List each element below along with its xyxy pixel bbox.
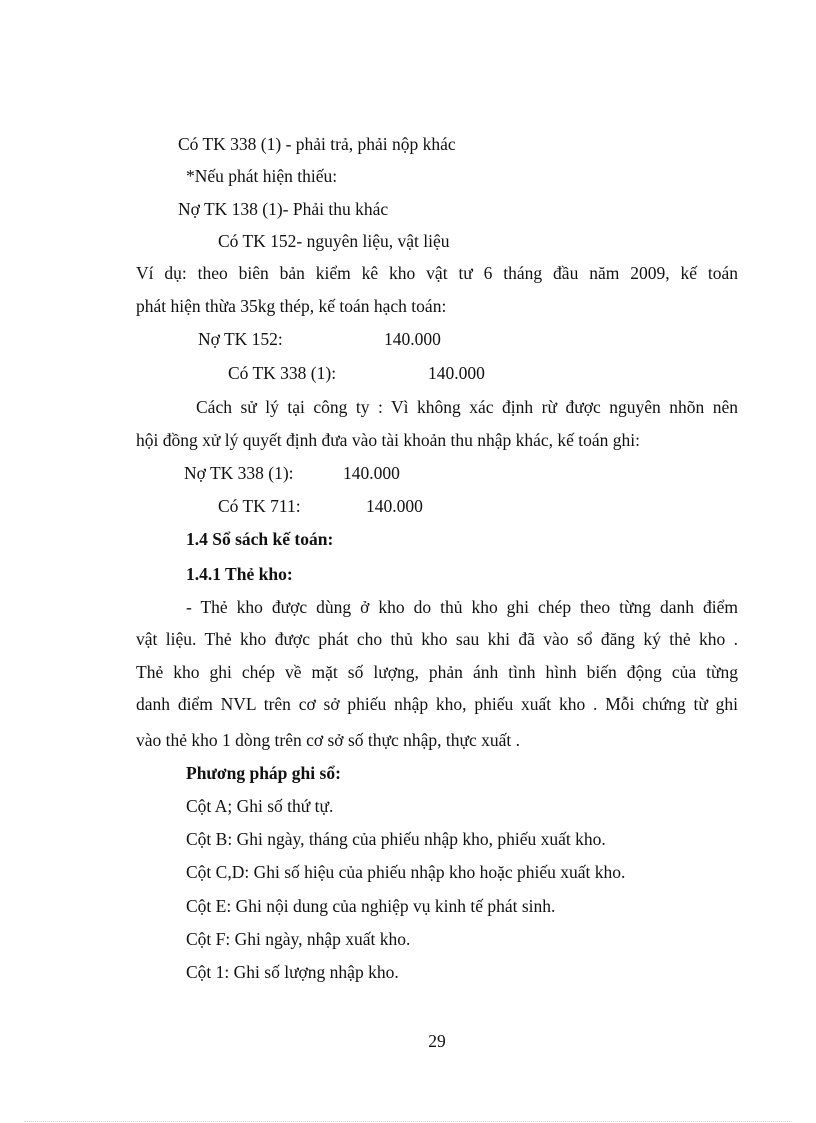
paragraph-line: - Thẻ kho được dùng ở kho do thủ kho ghi chép theo từng danh điểm — [186, 597, 738, 617]
text-line: Có TK 338 (1) - phải trả, phải nộp khác — [178, 134, 456, 154]
text-line: vào thẻ kho 1 dòng trên cơ sở số thực nhập, thực xuất . — [136, 730, 521, 750]
page-number: 29 — [428, 1031, 446, 1051]
method-heading: Phương pháp ghi sổ: — [186, 763, 341, 783]
entry-amount: 140.000 — [384, 329, 441, 349]
paragraph-line: Thẻ kho ghi chép về mặt số lượng, phản ánh tình hình biến động của từng — [136, 662, 738, 682]
paragraph-line: Ví dụ: theo biên bản kiểm kê kho vật tư 6 tháng đầu năm 2009, kế toán — [136, 263, 738, 283]
column-note: Cột 1: Ghi số lượng nhập kho. — [186, 962, 399, 982]
subsection-heading: 1.4.1 Thẻ kho: — [186, 564, 293, 584]
section-heading: 1.4 Sổ sách kế toán: — [186, 529, 334, 549]
text-line: Nợ TK 138 (1)- Phải thu khác — [178, 199, 389, 219]
paragraph-line: vật liệu. Thẻ kho được phát cho thủ kho sau khi đã vào sổ đăng ký thẻ kho . — [136, 629, 738, 649]
column-note: Cột A; Ghi số thứ tự. — [186, 796, 334, 816]
paragraph-line: Cách sử lý tại công ty : Vì không xác định rừ được nguyên nhõn nên — [196, 397, 738, 417]
text-line: *Nếu phát hiện thiếu: — [186, 166, 338, 186]
paragraph-line: danh điểm NVL trên cơ sở phiếu nhập kho, phiếu xuất kho . Mỗi chứng từ ghi — [136, 694, 738, 714]
entry-label: Có TK 338 (1): — [228, 363, 337, 383]
entry-amount: 140.000 — [428, 363, 485, 383]
entry-label: Nợ TK 152: — [198, 329, 283, 349]
entry-amount: 140.000 — [366, 496, 423, 516]
text-line: Có TK 152- nguyên liệu, vật liệu — [218, 231, 450, 251]
column-note: Cột E: Ghi nội dung của nghiệp vụ kinh tế phát sinh. — [186, 896, 556, 916]
column-note: Cột F: Ghi ngày, nhập xuất kho. — [186, 929, 411, 949]
text-line: phát hiện thừa 35kg thép, kế toán hạch toán: — [136, 296, 447, 316]
entry-label: Có TK 711: — [218, 496, 301, 516]
column-note: Cột C,D: Ghi số hiệu của phiếu nhập kho hoặc phiếu xuất kho. — [186, 862, 626, 882]
entry-label: Nợ TK 338 (1): — [184, 463, 294, 483]
column-note: Cột B: Ghi ngày, tháng của phiếu nhập kho, phiếu xuất kho. — [186, 829, 606, 849]
page-bottom-rule — [24, 1121, 792, 1122]
entry-amount: 140.000 — [343, 463, 400, 483]
text-line: hội đồng xử lý quyết định đưa vào tài khoản thu nhập khác, kế toán ghi: — [136, 430, 641, 450]
